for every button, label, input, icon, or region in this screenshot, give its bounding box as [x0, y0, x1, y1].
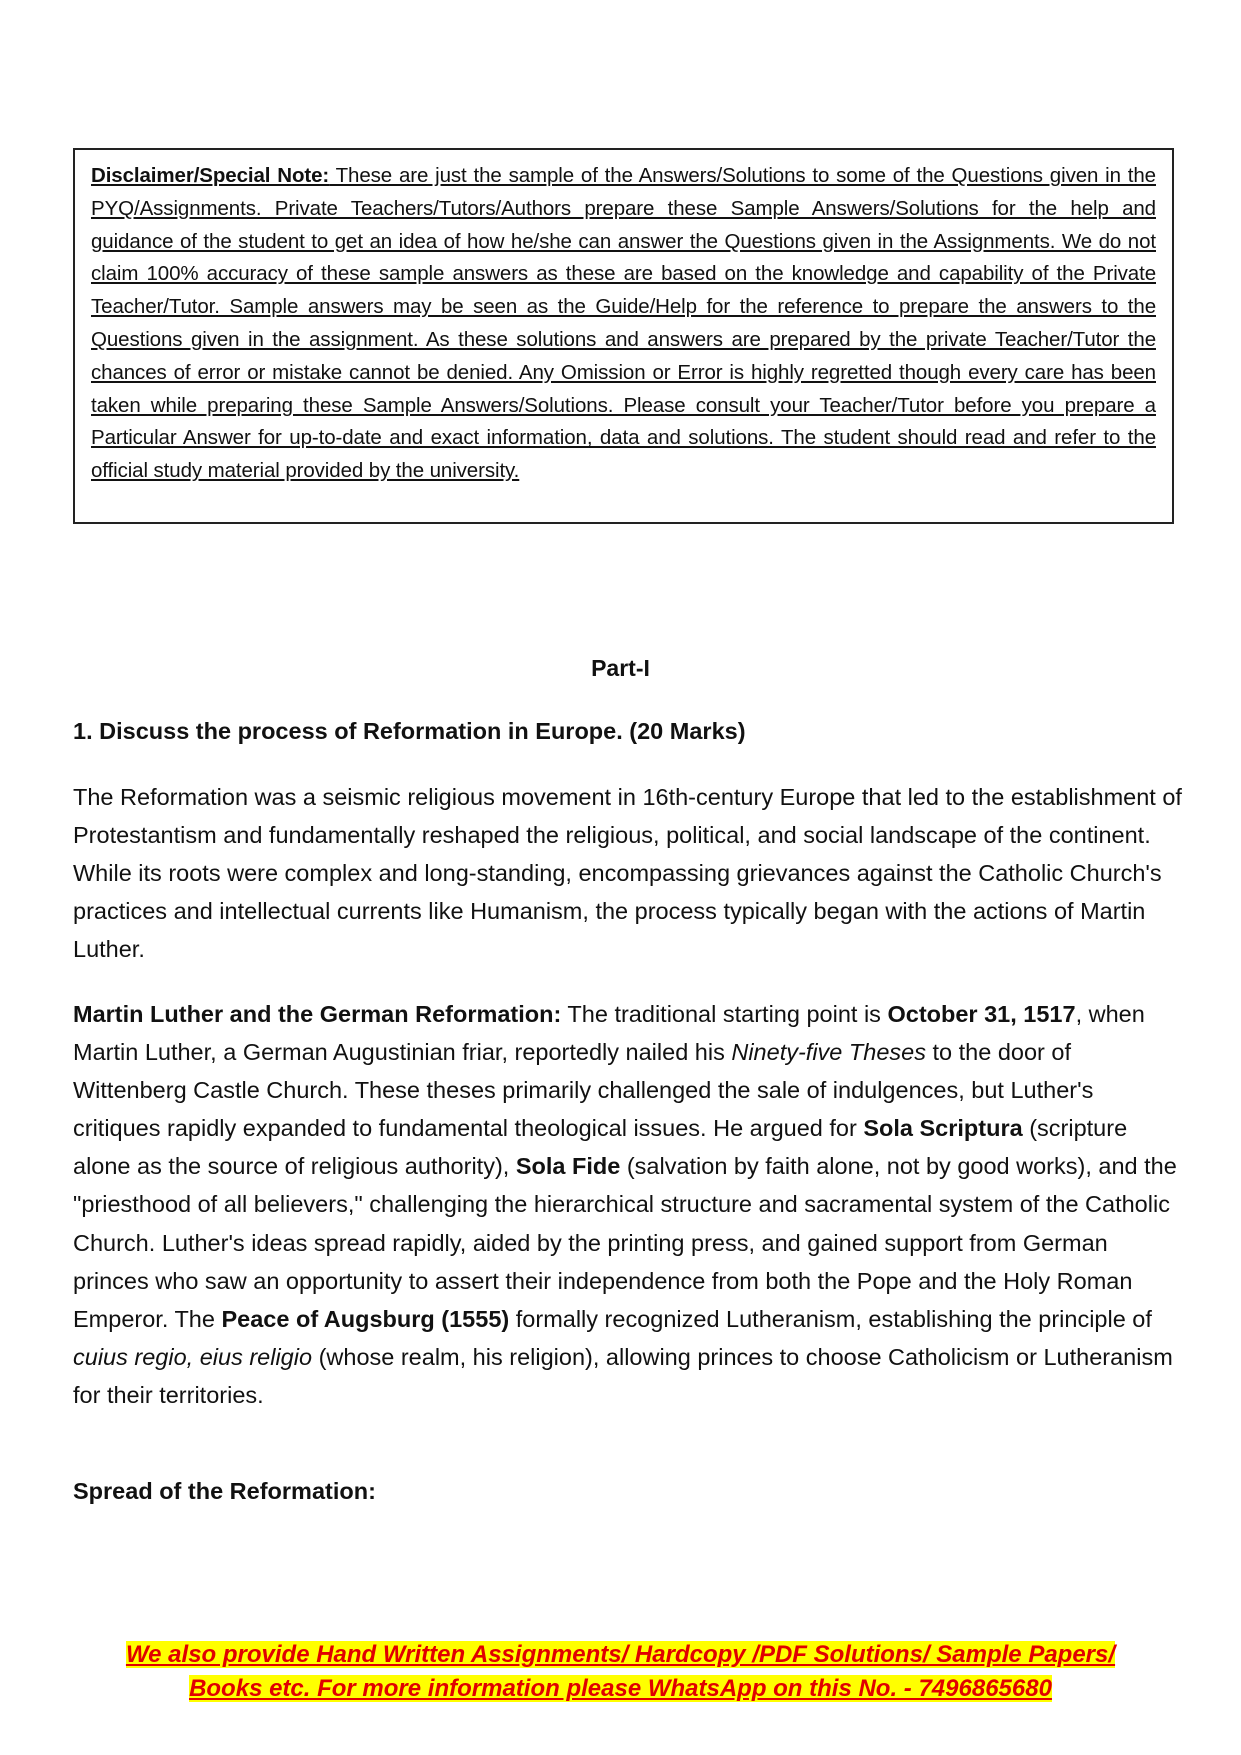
luther-text-7: (whose realm, his religion), allowing princes to choose Catholicism or Lutheranism for their territories. — [73, 1343, 1173, 1408]
sola-scriptura: Sola Scriptura — [863, 1115, 1023, 1142]
part-heading: Part-I — [591, 655, 650, 681]
disclaimer-body: These are just the sample of the Answers/Solutions to some of the Questions given in the PYQ/Assignments. Private Teachers/Tutors/Authors prepare these Sample Answers/Solutions for the help and guidance of the student to get an idea of how he/she can answer the Questions given in the Assignments. We do not claim 100% accuracy of these sample answers as these are based on the knowledge and capability of the Private Teacher/Tutor. Sample answers may be seen as the Guide/Help for the reference to prepare the answers to the Questions given in the assignment. As these solutions and answers are prepared by the private Teacher/Tutor the chances of error or mistake cannot be denied. Any Omission or Error is highly regretted though every care has been taken while preparing these Sample Answers/Solutions. Please consult your Teacher/Tutor before you prepare a Particular Answer for up-to-date and exact information, data and solutions. The student should read and refer to the official study material provided by the university. — [91, 164, 1156, 483]
peace-of-augsburg: Peace of Augsburg (1555) — [221, 1305, 510, 1332]
luther-text-1: The traditional starting point is — [561, 1001, 888, 1027]
luther-date: October 31, 1517 — [887, 1001, 1076, 1027]
promo-line-2: Books etc. For more information please WhatsApp on this No. - 7496865680 — [189, 1675, 1052, 1702]
luther-text-4: (scripture alone as the source of religious authority), — [73, 1115, 1128, 1180]
cuius-regio: cuius regio, eius religio — [73, 1343, 313, 1370]
disclaimer-box — [73, 148, 1174, 524]
disclaimer-label: Disclaimer/Special Note: — [91, 164, 330, 187]
promo-line-1: We also provide Hand Written Assignments/ Hardcopy /PDF Solutions/ Sample Papers/ — [125, 1641, 1116, 1668]
luther-heading: Martin Luther and the German Reformation: — [73, 1001, 562, 1027]
promo-footer — [0, 1638, 1241, 1706]
luther-text-6: formally recognized Lutheranism, establishing the principle of — [509, 1305, 1152, 1332]
sola-fide: Sola Fide — [515, 1153, 621, 1180]
question-heading: 1. Discuss the process of Reformation in Europe. (20 Marks) — [73, 718, 746, 744]
luther-text-3: to the door of Wittenberg Castle Church. These theses primarily challenged the sale of indulgences, but Luther's critiques rapidly expanded to fundamental theological issues. He argued for — [73, 1039, 1094, 1142]
luther-theses: Ninety-five Theses — [731, 1039, 926, 1066]
disclaimer-text — [91, 160, 1156, 488]
intro-paragraph: The Reformation was a seismic religious movement in 16th-century Europe that led to the establishment of Protestantism and fundamentally reshaped the religious, political, and social landscape of the continent. While its roots were complex and long-standing, encompassing grievances against the Catholic Church's practices and intellectual currents like Humanism, the process typically began with the actions of Martin Luther. — [73, 784, 1182, 963]
spread-heading: Spread of the Reformation: — [73, 1478, 376, 1504]
luther-text-5: (salvation by faith alone, not by good works), and the "priesthood of all believers," challenging the hierarchical structure and sacramental system of the Catholic Church. Luther's ideas spread rapidly, aided by the printing press, and gained support from German princes who saw an opportunity to assert their independence from both the Pope and the Holy Roman Emperor. The — [73, 1153, 1177, 1332]
luther-paragraph — [73, 995, 1183, 1414]
luther-text-2: , when Martin Luther, a German Augustinian friar, reportedly nailed his — [73, 1001, 1145, 1066]
